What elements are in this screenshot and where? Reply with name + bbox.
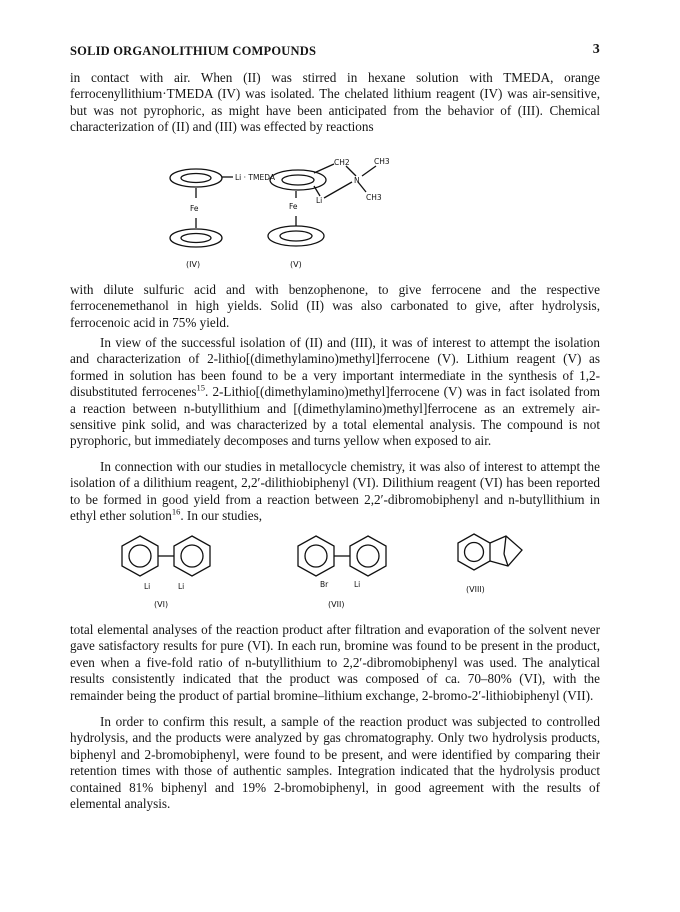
fe-label: Fe [289, 202, 298, 211]
structure-vi [108, 532, 238, 614]
paragraph-4-text-a: In connection with our studies in metallocycle chemistry, it was also of interest to attempt the isolation of a dilithium reagent, 2,2′-dilithiobiphenyl (VI). Dilithium reagent (VI) has been reported to be formed in good yield from a reaction between 2,2′-dibromobiphenyl and n-butyllithium in ethyl ether solution [70, 459, 600, 524]
paragraph-3 [70, 335, 600, 450]
li-label: Li [316, 196, 323, 205]
paragraph-4 [70, 459, 600, 525]
paragraph-3-text-b: . 2-Lithio[(dimethylamino)methyl]ferrocene (V) was in fact isolated from a reaction between n-butyllithium and [(dimethylamino)methyl]ferrocene as an extremely air-sensitive pink solid, and was characterized by a total elemental analysis. The compound is not pyrophoric, but immediately decomposes and turns yellow when exposed to air. [70, 384, 600, 449]
structure-v [256, 154, 396, 274]
paragraph-1: in contact with air. When (II) was stirred in hexane solution with TMEDA, orange ferrocenyllithium·TMEDA (IV) was isolated. The chelated lithium reagent (IV) was air-sensitive, but was not pyrophoric, as might have been anticipated from the behavior of (III). Chemical characterization of (II) and (III) was effected by reactions [70, 70, 600, 135]
structure-iv [160, 152, 275, 274]
paragraph-6: In order to confirm this result, a sample of the reaction product was subjected to controlled hydrolysis, and the products were analyzed by gas chromatography. Only two hydrolysis products, biphenyl and 2-bromobiphenyl, were found to be present, and were identified by comparing their retention times with those of authentic samples. Integration indicated that the hydrolysis product contained 81% biphenyl and 19% 2-bromobiphenyl, in good agreement with the results of elemental analysis. [70, 714, 600, 812]
ch3-top-label: CH3 [374, 157, 390, 166]
compound-number-iv: (IV) [186, 260, 201, 269]
li-right-label: Li [178, 582, 185, 591]
compound-number-viii: (VIII) [466, 585, 485, 594]
br-label: Br [320, 580, 329, 589]
compound-number-v: (V) [290, 260, 302, 269]
reference-15: 15 [196, 382, 205, 393]
paragraph-3-text-a: In view of the successful isolation of (II) and (III), it was of interest to attempt the isolation and characterization of 2-lithio[(dimethylamino)methyl]ferrocene (V). Lithium reagent (V) as formed in solution has been found to be a very important intermediate in the synthesis of 1,2-disubstituted ferrocenes [70, 335, 600, 400]
structure-viii [446, 526, 546, 608]
page-number: 3 [592, 42, 600, 57]
structure-vii [288, 532, 408, 614]
paragraph-2: with dilute sulfuric acid and with benzophenone, to give ferrocene and the respective ferrocenemethanol in high yields. Solid (II) was also carbonated to give, after hydrolysis, ferrocenoic acid in 75% yield. [70, 282, 600, 330]
reference-16: 16 [171, 506, 181, 517]
compound-number-vii: (VII) [328, 600, 345, 609]
fe-label: Fe [190, 204, 199, 213]
paragraph-4-text-b: . In our studies, [180, 508, 263, 524]
paragraph-5: total elemental analyses of the reaction product after filtration and evaporation of the solvent never gave satisfactory results for pure (VI). In each run, bromine was found to be present in the product, even when a five-fold ratio of n-butyllithium to 2,2′-dibromobiphenyl was used. The analytical results consistently indicated that the product was composed of ca. 70–80% (VI), with the remainder being the product of partial bromine–lithium exchange, 2-bromo-2′-lithiobiphenyl (VII). [70, 622, 600, 703]
page-header [70, 44, 600, 64]
li-tmeda-label: Li · TMEDA [235, 173, 275, 182]
li-left-label: Li [144, 582, 151, 591]
ch3-bottom-label: CH3 [366, 193, 382, 202]
li-label: Li [354, 580, 361, 589]
n-label: N [354, 176, 360, 185]
compound-number-vi: (VI) [154, 600, 169, 609]
ch2-label: CH2 [334, 158, 350, 167]
running-title: SOLID ORGANOLITHIUM COMPOUNDS [70, 44, 317, 58]
